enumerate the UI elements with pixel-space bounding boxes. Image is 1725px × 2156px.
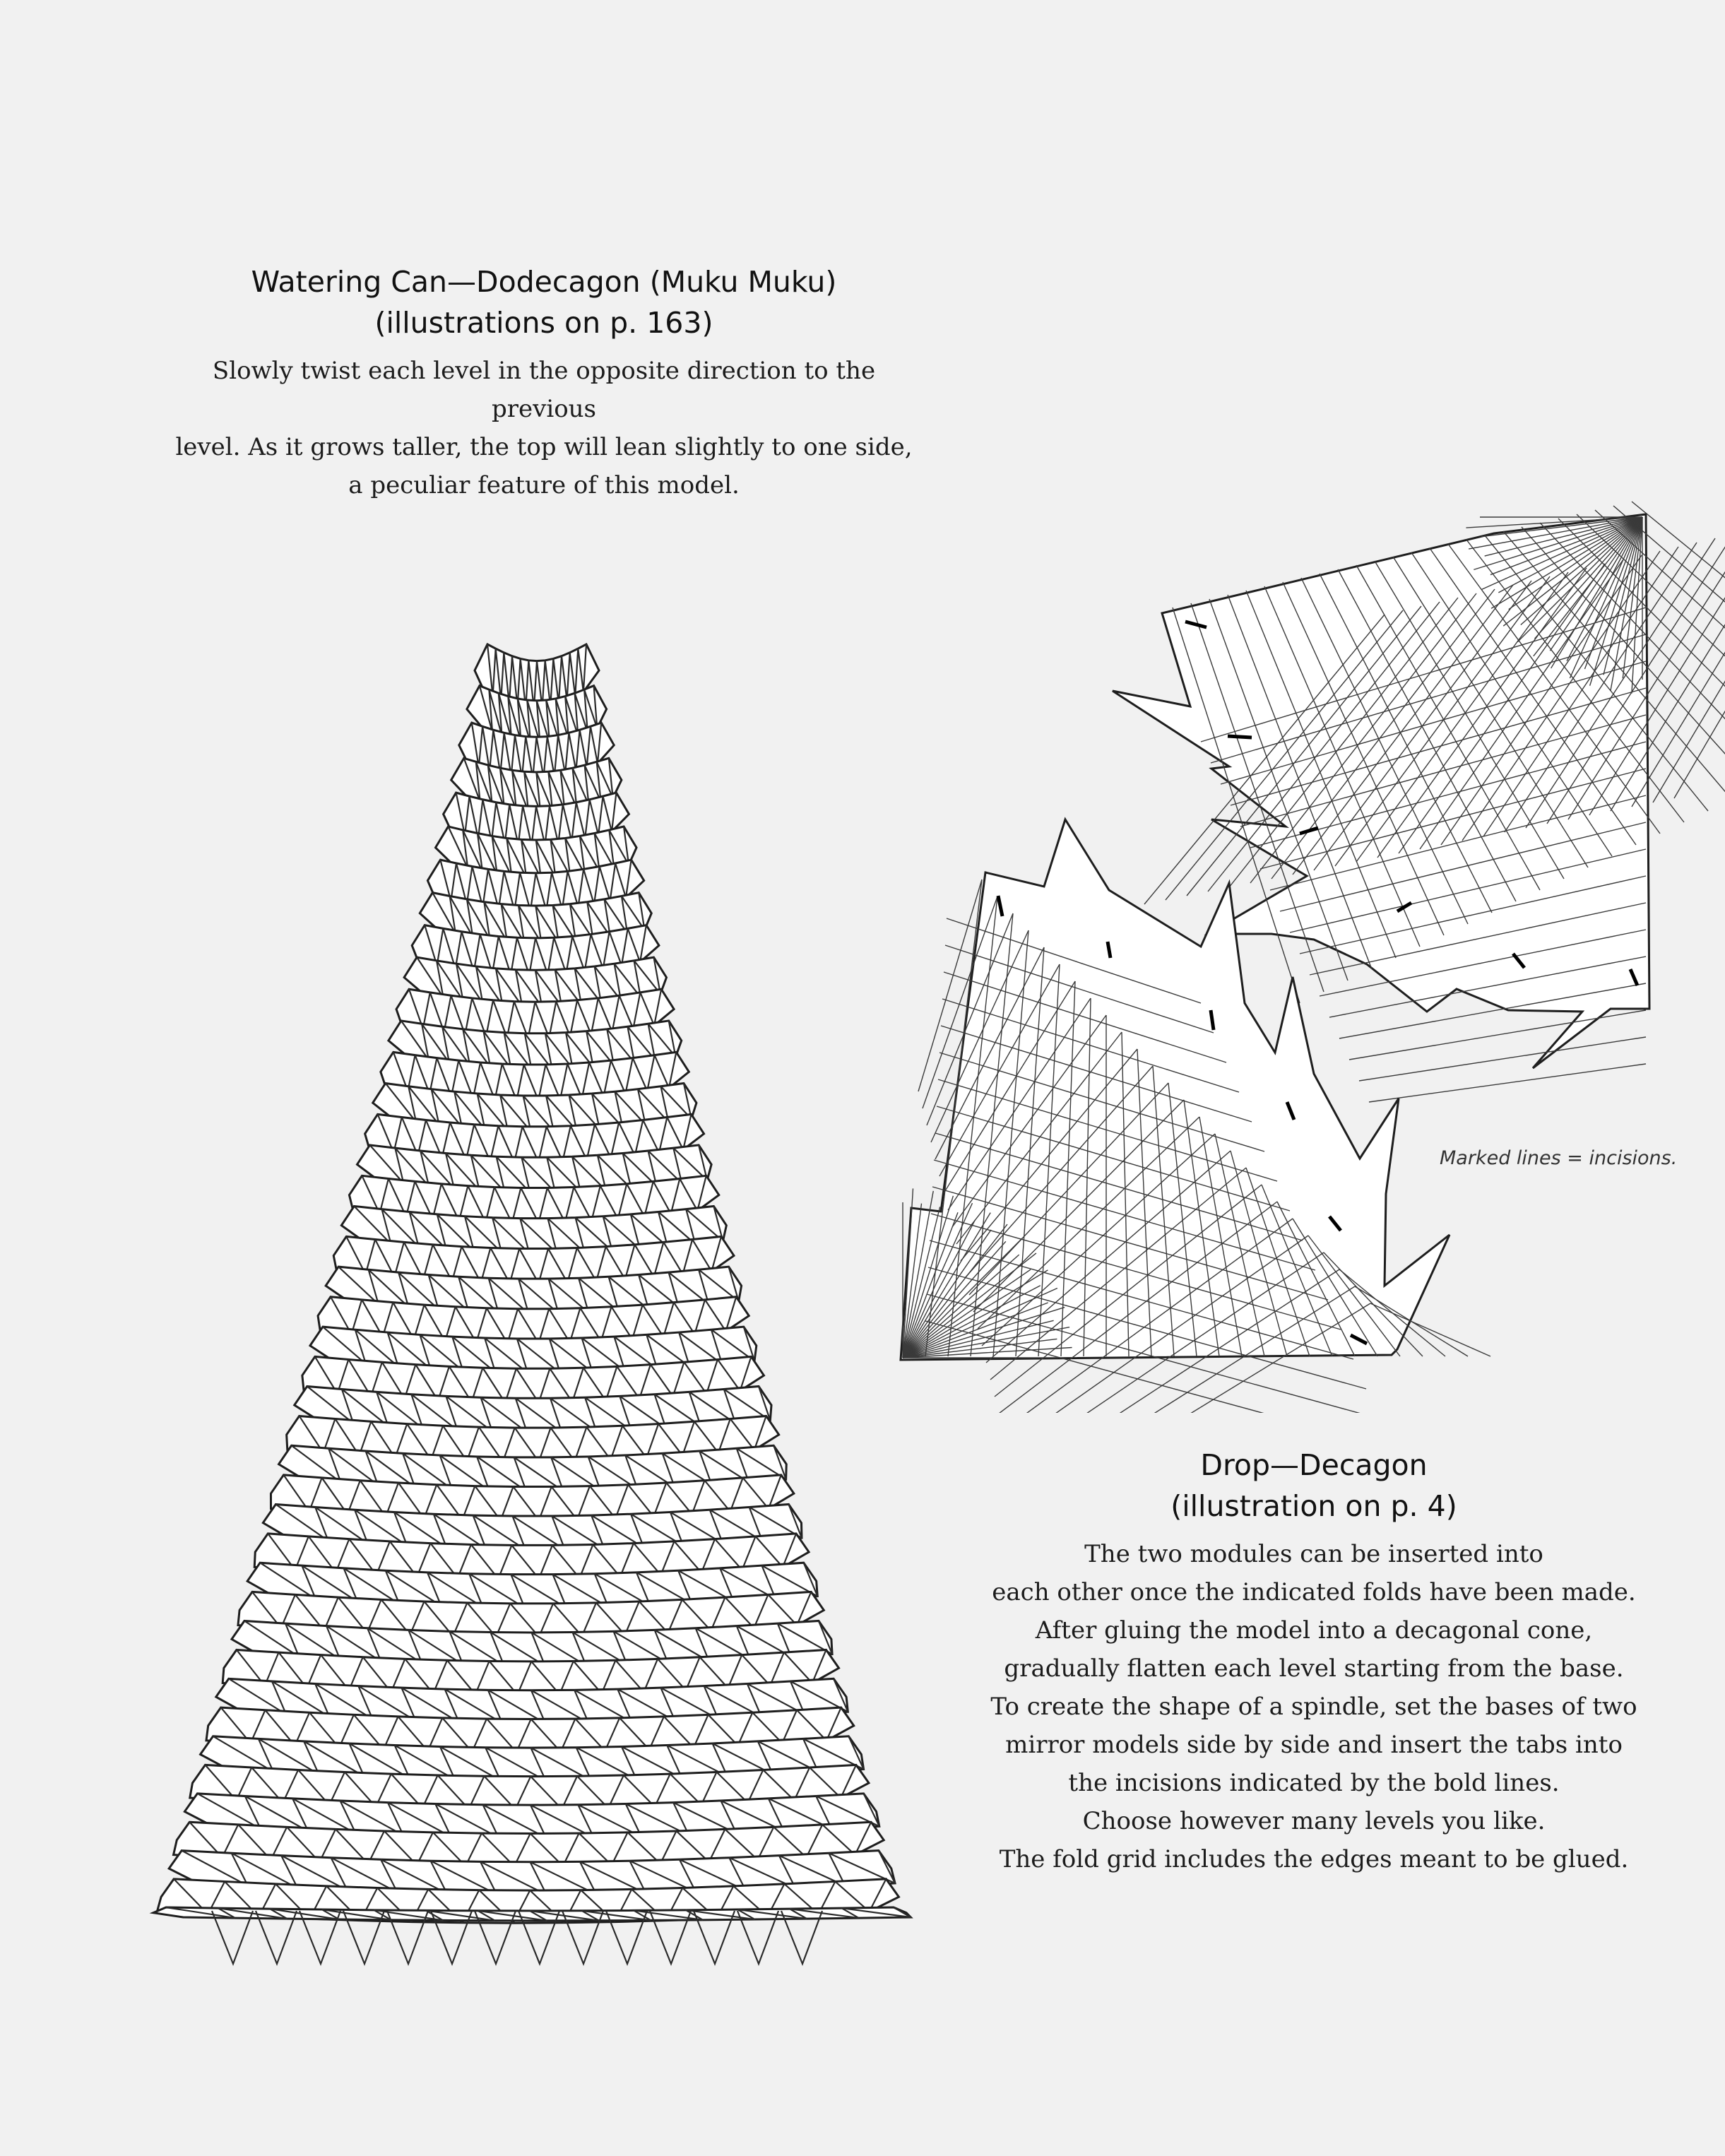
grid-crease <box>1349 1010 1646 1060</box>
drop-desc-line: To create the shape of a spindle, set the bases of two <box>990 1693 1637 1721</box>
drop-desc-line: The two modules can be inserted into <box>1084 1540 1543 1568</box>
watering-can-desc-line: a peculiar feature of this model. <box>348 471 740 499</box>
watering-can-title-line2: (illustrations on p. 163) <box>374 306 713 340</box>
watering-can-title-line1: Watering Can—Dodecagon (Muku Muku) <box>251 265 837 299</box>
drop-title-line1: Drop—Decagon <box>1200 1448 1428 1482</box>
incision-mark <box>1228 736 1252 738</box>
grid-crease <box>1369 1064 1646 1102</box>
grid-crease <box>1359 1037 1646 1081</box>
incisions-note: Marked lines = incisions. <box>1440 1147 1678 1169</box>
drop-desc-line: The fold grid includes the edges meant to be glued. <box>999 1845 1629 1873</box>
watering-can-desc-line: Slowly twist each level in the opposite direction to the previous <box>212 357 876 423</box>
watering-can-desc-line: level. As it grows taller, the top will lean slightly to one side, <box>175 433 913 461</box>
drop-desc-line: After gluing the model into a decagonal cone, <box>1035 1616 1593 1645</box>
drop-desc-line: each other once the indicated folds have been made. <box>992 1578 1636 1606</box>
drop-title <box>961 1445 1667 1527</box>
drop-desc-line: gradually flatten each level starting from the base. <box>1004 1654 1624 1683</box>
drop-desc-line: Choose however many levels you like. <box>1082 1807 1546 1835</box>
drop-description <box>961 1535 1667 1878</box>
grid-crease <box>1653 513 1725 802</box>
drop-desc-line: mirror models side by side and insert the tabs into <box>1005 1731 1623 1759</box>
drop-desc-line: the incisions indicated by the bold lines. <box>1068 1769 1560 1797</box>
drop-title-line2: (illustration on p. 4) <box>1170 1489 1457 1523</box>
drop-text <box>961 1445 1667 1878</box>
